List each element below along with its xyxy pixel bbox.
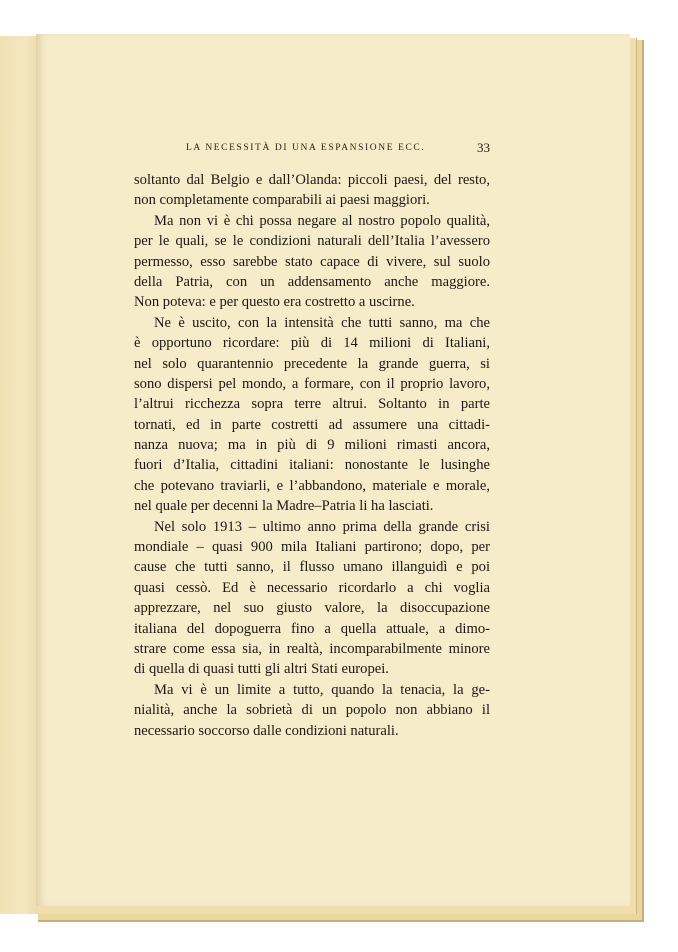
text-line: strare come essa sia, in realtà, incomparabilmente minore bbox=[134, 640, 490, 657]
text-line: fuori d’Italia, cittadini italiani: nonostante le lusinghe bbox=[134, 457, 490, 474]
text-line: sono dispersi pel mondo, a formare, con il proprio lavoro, bbox=[134, 375, 490, 392]
text-line: l’altrui ricchezza sopra terre altrui. Soltanto in parte bbox=[134, 396, 490, 413]
text-line: di quella di quasi tutti gli altri Stati europei. bbox=[134, 661, 389, 678]
text-line: nialità, anche la sobrietà di un popolo non abbiano il bbox=[134, 702, 490, 719]
text-line: soltanto dal Belgio e dall’Olanda: piccoli paesi, del resto, bbox=[134, 172, 490, 188]
page-number: 33 bbox=[477, 140, 490, 155]
text-line: nel solo quarantennio precedente la grande guerra, si bbox=[134, 355, 490, 372]
text-line: della Patria, con un addensamento anche maggiore. bbox=[134, 273, 490, 290]
text-line: non completamente comparabili ai paesi maggiori. bbox=[134, 192, 430, 209]
text-line: apprezzare, nel suo giusto valore, la disoccupazione bbox=[134, 600, 490, 617]
text-line: Nel solo 1913 – ultimo anno prima della grande crisi bbox=[154, 518, 490, 535]
body-text bbox=[134, 170, 490, 741]
text-line: per le quali, se le condizioni naturali dell’Italia l’avessero bbox=[134, 233, 490, 250]
text-line: Ma vi è un limite a tutto, quando la tenacia, la ge- bbox=[154, 681, 490, 698]
text-line: Ma non vi è chi possa negare al nostro popolo qualità, bbox=[154, 212, 490, 229]
text-line: che potevano traviarli, e l’abbandono, materiale e morale, bbox=[134, 477, 490, 494]
text-line: è opportuno ricordare: più di 14 milioni di Italiani, bbox=[134, 335, 490, 352]
text-line: mondiale – quasi 900 mila Italiani partirono; dopo, per bbox=[134, 539, 490, 556]
text-line: nanza nuova; ma in più di 9 milioni rimasti ancora, bbox=[134, 437, 490, 454]
text-line: Non poteva: e per questo era costretto a uscirne. bbox=[134, 294, 415, 311]
text-line: permesso, esso sarebbe stato capace di vivere, sul suolo bbox=[134, 253, 490, 270]
text-line: quasi cessò. Ed è necessario ricordarlo a chi voglia bbox=[134, 579, 490, 596]
text-line: cause che tutti sanno, il flusso umano illanguidì e poi bbox=[134, 559, 490, 576]
text-line: tornati, ed in parte costretti ad assumere una cittadi- bbox=[134, 416, 490, 433]
text-line: necessario soccorso dalle condizioni naturali. bbox=[134, 722, 399, 739]
text-line: nel quale per decenni la Madre–Patria li ha lasciati. bbox=[134, 498, 434, 515]
text-line: italiana del dopoguerra fino a quella attuale, a dimo- bbox=[134, 620, 490, 637]
text-line: Ne è uscito, con la intensità che tutti sanno, ma che bbox=[154, 314, 490, 331]
running-head: LA NECESSITÀ DI UNA ESPANSIONE ECC. bbox=[186, 143, 426, 153]
